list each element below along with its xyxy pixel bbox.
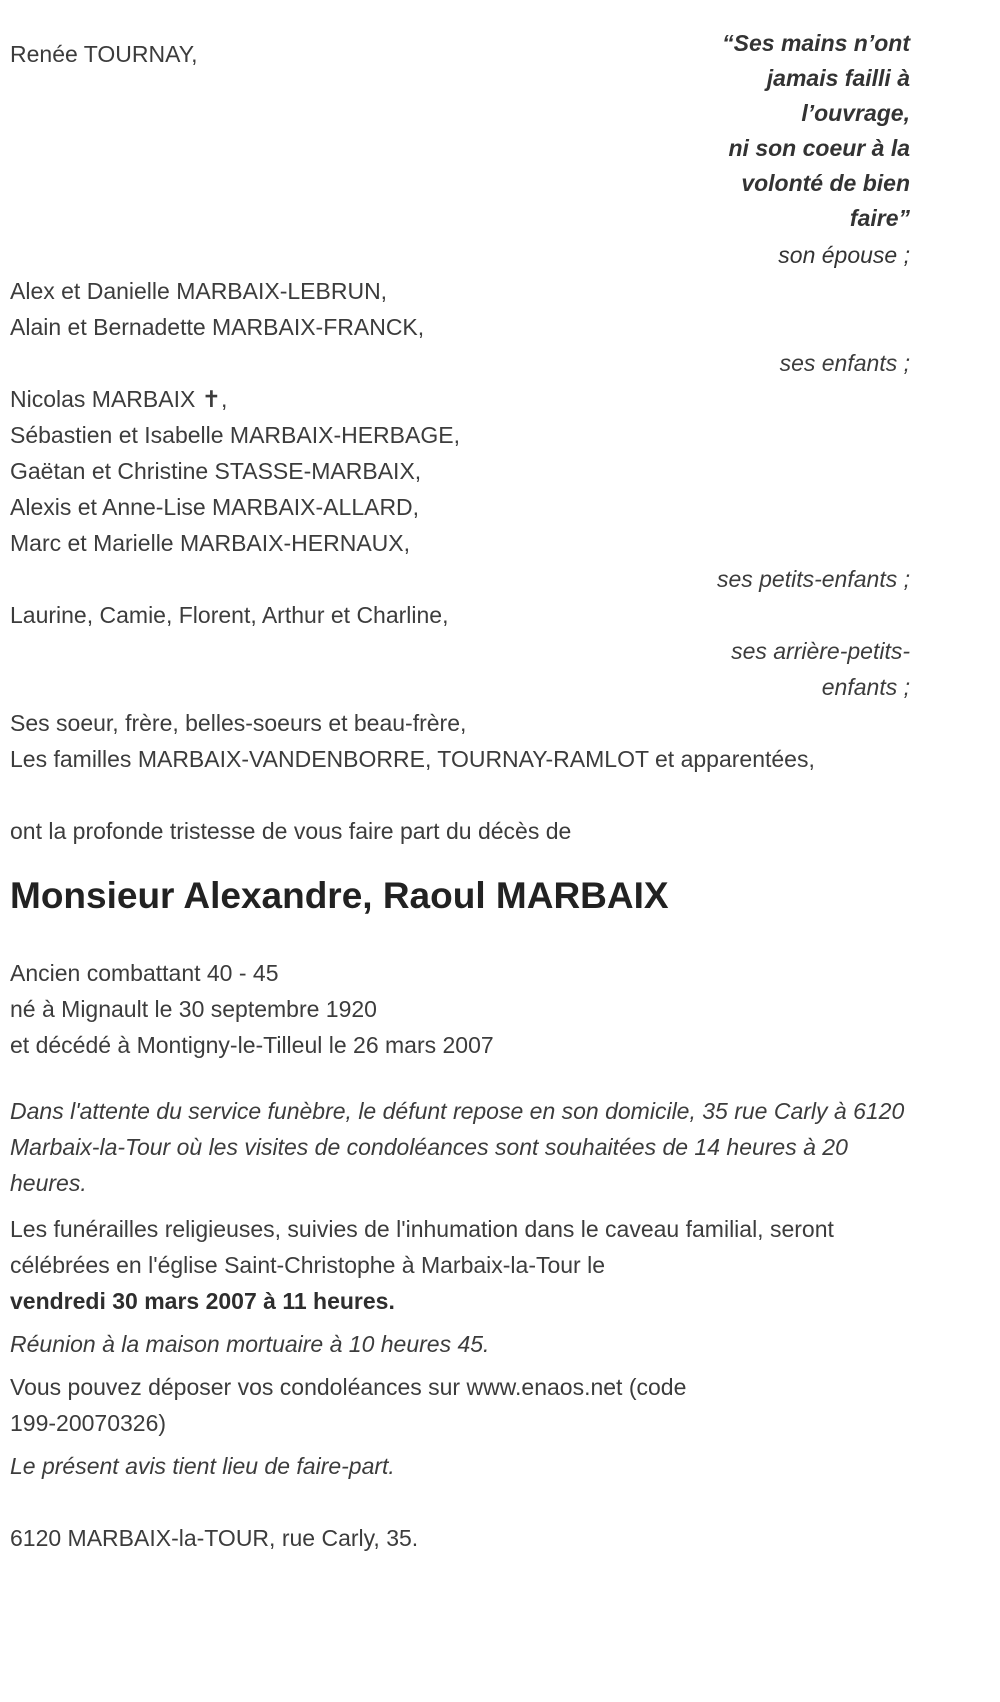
funeral-date: vendredi 30 mars 2007 à 11 heures. — [10, 1288, 395, 1314]
quote-line: faire” — [849, 205, 910, 231]
family-member-line: Nicolas MARBAIX ✝, — [10, 386, 228, 412]
deceased-detail: né à Mignault le 30 septembre 1920 — [10, 996, 377, 1022]
relatives-line: Ses soeur, frère, belles-soeurs et beau-frère, — [10, 710, 467, 736]
announcement-intro: ont la profonde tristesse de vous faire part du décès de — [10, 818, 572, 844]
quote-line: volonté de bien — [741, 170, 910, 196]
notice-line: Le présent avis tient lieu de faire-part. — [10, 1453, 395, 1479]
funeral-paragraph — [10, 1211, 910, 1319]
family-member-line: Alain et Bernadette MARBAIX-FRANCK, — [10, 314, 425, 340]
reunion-line: Réunion à la maison mortuaire à 10 heures 45. — [10, 1331, 490, 1357]
family-member-line: Sébastien et Isabelle MARBAIX-HERBAGE, — [10, 422, 460, 448]
address-line: 6120 MARBAIX-la-TOUR, rue Carly, 35. — [10, 1525, 419, 1551]
quote-line: “Ses mains n’ont — [722, 30, 910, 56]
relatives-line: Les familles MARBAIX-VANDENBORRE, TOURNAY-RAMLOT et apparentées, — [10, 746, 815, 772]
family-member-line: Alexis et Anne-Lise MARBAIX-ALLARD, — [10, 494, 420, 520]
deceased-detail: Ancien combattant 40 - 45 — [10, 960, 279, 986]
condolences-line: 199-20070326) — [10, 1410, 167, 1436]
repose-paragraph: Dans l'attente du service funèbre, le défunt repose en son domicile, 35 rue Carly à 6120 Marbaix-la-Tour où les visites de condoléances sont souhaitées de 14 heures à 20 heures. — [10, 1098, 905, 1196]
spouse-name: Renée TOURNAY, — [10, 41, 198, 67]
deceased-name: Monsieur Alexandre, Raoul MARBAIX — [10, 875, 669, 916]
quote-attribution: son épouse ; — [778, 242, 910, 268]
condolences-line: Vous pouvez déposer vos condoléances sur www.enaos.net (code — [10, 1374, 687, 1400]
funeral-text: Les funérailles religieuses, suivies de l'inhumation dans le caveau familial, seront célébrées en l'église Saint-Christophe à Marbaix-la-Tour le — [10, 1216, 834, 1278]
memorial-quote — [722, 26, 910, 273]
relation-label-great-grandchildren: enfants ; — [821, 674, 910, 700]
family-member-line: Alex et Danielle MARBAIX-LEBRUN, — [10, 278, 388, 304]
relation-label-great-grandchildren: ses arrière-petits- — [731, 638, 910, 664]
relation-label-grandchildren: ses petits-enfants ; — [716, 566, 910, 592]
relation-label-children: ses enfants ; — [779, 350, 910, 376]
quote-line: jamais failli à — [766, 65, 910, 91]
family-member-line: Laurine, Camie, Florent, Arthur et Charline, — [10, 602, 449, 628]
family-member-line: Gaëtan et Christine STASSE-MARBAIX, — [10, 458, 422, 484]
quote-line: ni son coeur à la — [728, 135, 910, 161]
quote-line: l’ouvrage, — [801, 100, 910, 126]
deceased-detail: et décédé à Montigny-le-Tilleul le 26 mars 2007 — [10, 1032, 494, 1058]
family-member-line: Marc et Marielle MARBAIX-HERNAUX, — [10, 530, 411, 556]
condolences-paragraph — [10, 1369, 910, 1441]
header-row — [10, 26, 910, 273]
